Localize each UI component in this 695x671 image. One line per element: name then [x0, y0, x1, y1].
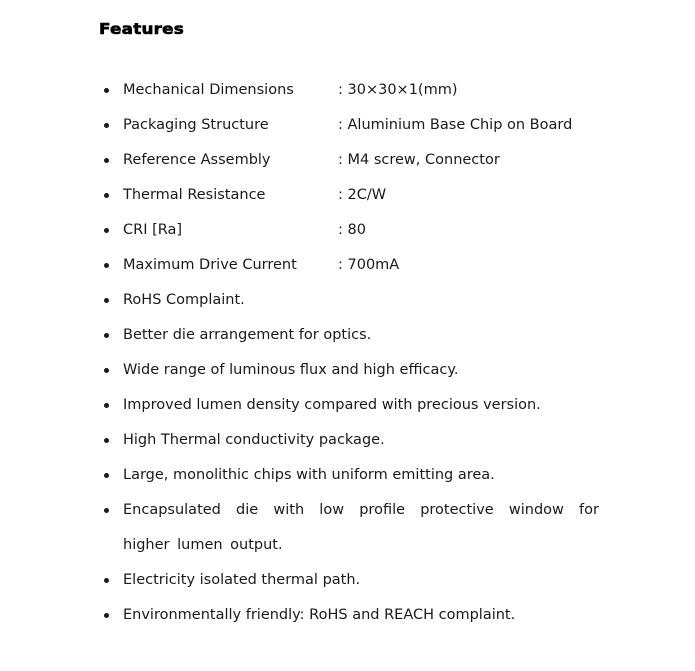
- feature-text: High Thermal conductivity package.: [123, 432, 385, 448]
- spec-value: : 30×30×1(mm): [338, 82, 458, 98]
- feature-item: [103, 318, 599, 353]
- bullet-icon: [104, 578, 109, 583]
- feature-text: Environmentally friendly: RoHS and REACH complaint.: [123, 607, 516, 623]
- bullet-icon: [104, 228, 109, 233]
- spec-value: : Aluminium Base Chip on Board: [338, 117, 573, 133]
- feature-item: [103, 423, 599, 458]
- spec-item-max-drive-current: [103, 248, 599, 283]
- features-list: [103, 73, 599, 633]
- feature-text: Better die arrangement for optics.: [123, 327, 372, 343]
- feature-item: [103, 353, 599, 388]
- bullet-icon: [104, 438, 109, 443]
- feature-text: Electricity isolated thermal path.: [123, 572, 361, 588]
- spec-label: CRI [Ra]: [123, 222, 183, 238]
- spec-item-packaging-structure: [103, 108, 599, 143]
- bullet-icon: [104, 298, 109, 303]
- features-heading: Features: [99, 20, 184, 38]
- bullet-icon: [104, 263, 109, 268]
- feature-text: Improved lumen density compared with precious version.: [123, 397, 541, 413]
- bullet-icon: [104, 123, 109, 128]
- spec-item-mechanical-dimensions: [103, 73, 599, 108]
- bullet-icon: [104, 333, 109, 338]
- bullet-icon: [104, 473, 109, 478]
- spec-item-cri: [103, 213, 599, 248]
- bullet-icon: [104, 88, 109, 93]
- spec-label: Mechanical Dimensions: [123, 82, 294, 98]
- feature-item: [103, 493, 599, 563]
- bullet-icon: [104, 193, 109, 198]
- spec-label: Packaging Structure: [123, 117, 269, 133]
- spec-label: Thermal Resistance: [123, 187, 266, 203]
- feature-text: Wide range of luminous flux and high efficacy.: [123, 362, 459, 378]
- feature-text: Encapsulated die with low profile protective window for higher lumen output.: [123, 502, 599, 553]
- feature-item: [103, 598, 599, 633]
- spec-value: : 700mA: [338, 257, 400, 273]
- bullet-icon: [104, 368, 109, 373]
- bullet-icon: [104, 403, 109, 408]
- spec-value: : 80: [338, 222, 366, 238]
- bullet-icon: [104, 508, 109, 513]
- feature-item: [103, 388, 599, 423]
- bullet-icon: [104, 158, 109, 163]
- feature-text: RoHS Complaint.: [123, 292, 245, 308]
- bullet-icon: [104, 613, 109, 618]
- spec-label: Reference Assembly: [123, 152, 271, 168]
- spec-item-reference-assembly: [103, 143, 599, 178]
- spec-label: Maximum Drive Current: [123, 257, 297, 273]
- feature-text: Large, monolithic chips with uniform emitting area.: [123, 467, 495, 483]
- spec-item-thermal-resistance: [103, 178, 599, 213]
- spec-value: : 2C/W: [338, 187, 387, 203]
- feature-item: [103, 283, 599, 318]
- feature-item: [103, 563, 599, 598]
- feature-item: [103, 458, 599, 493]
- spec-value: : M4 screw, Connector: [338, 152, 500, 168]
